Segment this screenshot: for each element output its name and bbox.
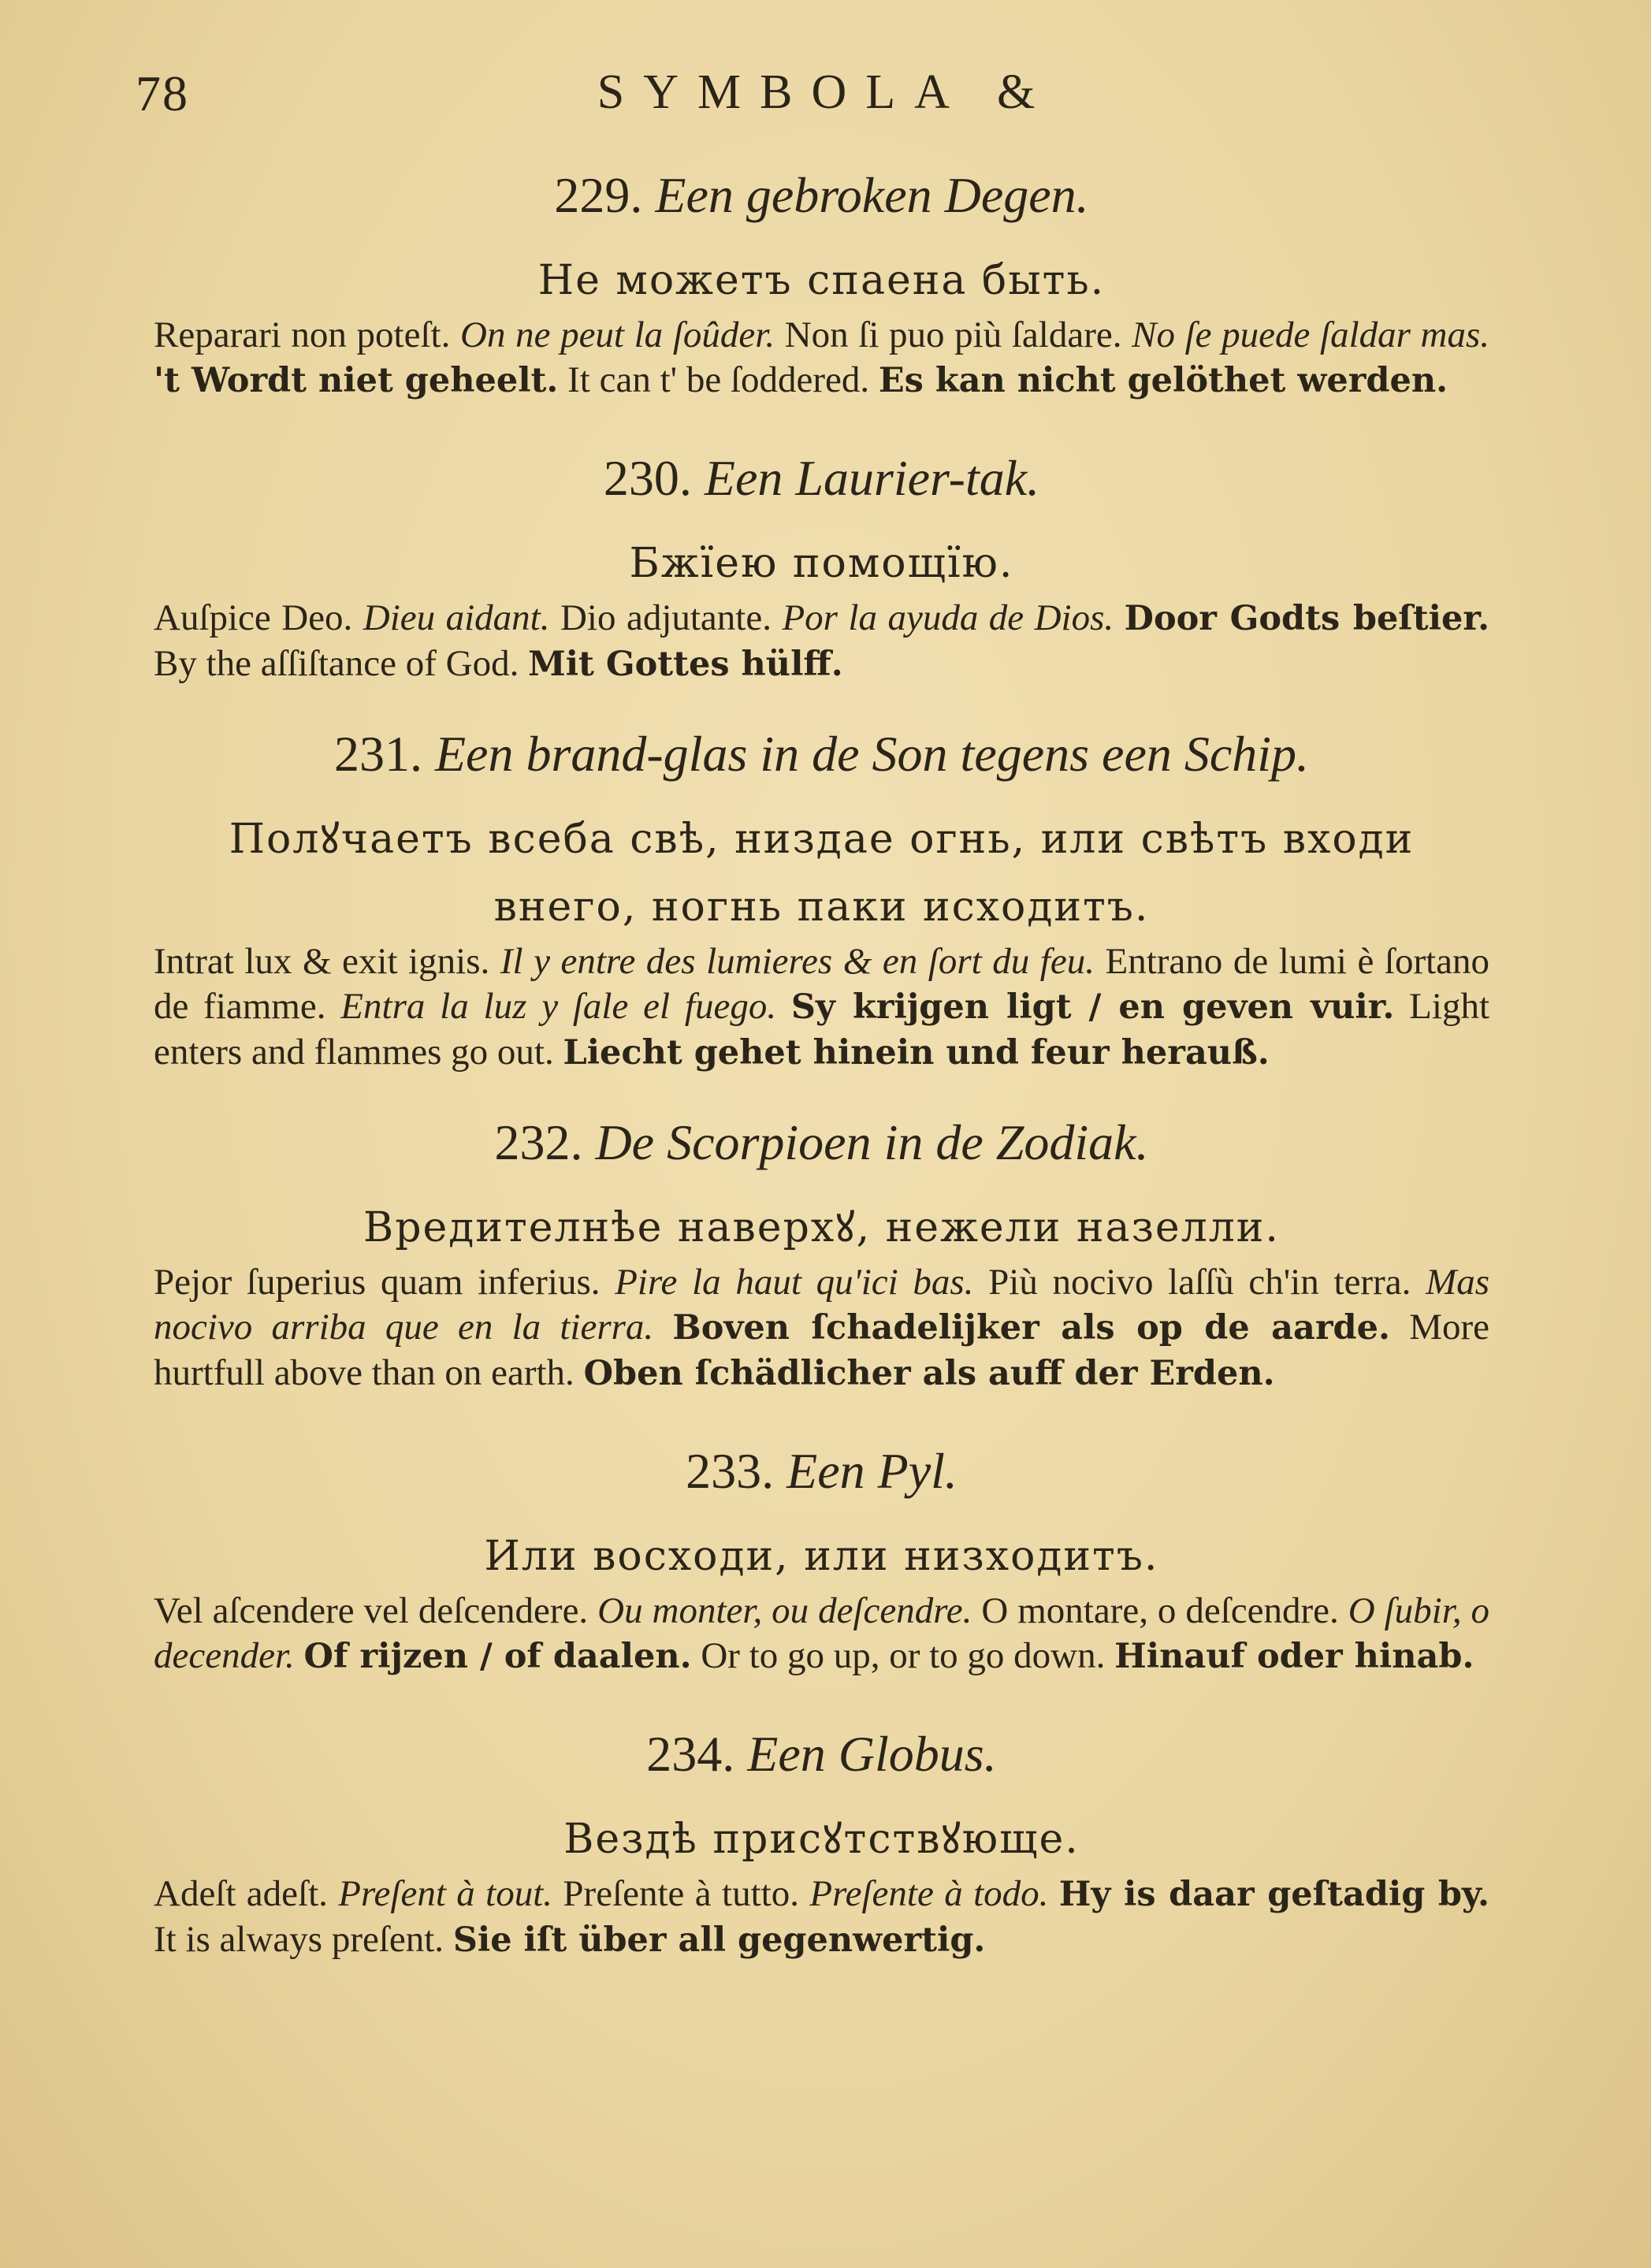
french-text: Ou monter, ou deſcendre. [597,1590,972,1631]
entry-title [154,1720,1489,1788]
spanish-text: Entra la luz y ſale el fuego. [340,986,777,1027]
entry-number: 232. [494,1114,583,1170]
italian-text: Entrano de lumi è ſortano de fiamme. [154,941,1490,1027]
entry-title [154,162,1489,229]
english-text: Or to go up, or to go down. [701,1635,1106,1676]
english-text: It is always preſent. [154,1919,444,1960]
entry-translations [154,1589,1489,1679]
entry-title-text: Een Globus. [747,1726,997,1782]
italian-text: Dio adjutante. [560,597,772,638]
slavonic-motto-line-2: внего, ногнь паки исходитъ. [493,883,1150,931]
entry-number: 233. [686,1443,775,1499]
emblem-entry-233 [154,1437,1489,1679]
english-text: More hurtfull above than on earth. [154,1307,1489,1393]
entry-title [154,444,1489,512]
german-text: Es kan nicht gelöthet werden. [878,361,1448,400]
entry-title-text: De Scorpioen in de Zodiak. [595,1114,1149,1170]
spanish-text: Por la ayuda de Dios. [782,597,1114,638]
emblem-entry-234 [154,1720,1489,1963]
entry-title-text: Een brand-glas in de Son tegens een Schip. [434,726,1310,782]
entry-number: 234. [646,1726,735,1782]
entry-title [154,1437,1489,1505]
latin-text: Auſpice Deo. [154,597,353,638]
entry-translations [154,313,1489,403]
french-text: Dieu aidant. [363,597,550,638]
entry-title-text: Een gebroken Degen. [655,167,1089,223]
entry-translations [154,1260,1489,1396]
emblem-entry-231 [154,720,1489,1076]
slavonic-motto: Вездѣ присꙋтствꙋюще. [563,1816,1080,1863]
french-text: Preſent à tout. [338,1873,553,1914]
italian-text: O montare, o deſcendre. [981,1590,1339,1631]
german-text: Hinauf oder hinab. [1114,1637,1474,1676]
dutch-text: 't Wordt niet geheelt. [154,361,559,400]
slavonic-motto: Не можетъ спаена быть. [537,257,1106,304]
running-title: SYMBOLA & [597,65,1054,119]
entry-number: 229. [554,167,643,223]
slavonic-motto: Или восходи, или низходитъ. [484,1533,1159,1580]
emblem-entry-232 [154,1109,1489,1396]
slavonic-motto-line-1: Полꙋчаетъ всеба свѣ, низдае огнь, или свѣтъ входи [229,816,1415,863]
slavonic-motto: Бжїею помощїю. [629,540,1014,587]
french-text: Pire la haut qu'ici bas. [615,1262,974,1303]
german-text: Sie iſt über all gegenwertig. [452,1920,986,1960]
page-header [0,65,1651,136]
entry-translations [154,1872,1489,1963]
dutch-text: Of rijzen / of daalen. [303,1637,692,1676]
spanish-text: Mas nocivo arriba que en la tierra. [154,1262,1490,1348]
german-text: Oben ſchädlicher als auff der Erden. [583,1354,1275,1393]
latin-text: Adeſt adeſt. [154,1873,328,1914]
italian-text: Preſente à tutto. [563,1873,799,1914]
entry-translations [154,596,1489,687]
dutch-text: Sy krijgen ligt / en geven vuir. [790,987,1395,1027]
spanish-text: No ſe puede ſaldar mas. [1132,314,1490,355]
slavonic-motto: Вредителнѣе наверхꙋ, нежели назелли. [363,1204,1280,1251]
emblem-entry-230 [154,444,1489,687]
spanish-text: Preſente à todo. [809,1873,1049,1914]
german-text: Mit Gottes hülff. [528,645,843,684]
french-text: On ne peut la ſoûder. [460,314,775,355]
spanish-text: O ſubir, o decender. [154,1590,1490,1676]
entry-number: 231. [333,726,422,782]
english-text: It can t' be ſoddered. [567,359,870,400]
latin-text: Reparari non poteſt. [154,314,451,355]
english-text: Light enters and flammes go out. [154,986,1489,1073]
entry-title [154,720,1489,788]
french-text: Il y entre des lumieres & en ſort du feu. [500,941,1095,982]
page-number: 78 [136,65,189,121]
italian-text: Non ſi puo più ſaldare. [784,314,1122,355]
entry-title-text: Een Laurier-tak. [704,450,1040,506]
entry-number: 230. [603,450,692,506]
english-text: By the aſſiſtance of God. [154,643,519,684]
german-text: Liecht gehet hinein und feur herauß. [563,1033,1270,1073]
italian-text: Più nocivo laſſù ch'in terra. [988,1262,1411,1303]
page-content [154,162,1489,1963]
dutch-text: Door Godts beſtier. [1124,599,1490,638]
latin-text: Vel aſcendere vel deſcendere. [154,1590,589,1631]
latin-text: Pejor ſuperius quam inferius. [154,1262,601,1303]
dutch-text: Hy is daar geſtadig by. [1058,1875,1490,1914]
entry-title-text: Een Pyl. [786,1443,958,1499]
emblem-entry-229 [154,162,1489,403]
entry-title [154,1109,1489,1177]
latin-text: Intrat lux & exit ignis. [154,941,490,982]
dutch-text: Boven ſchadelijker als op de aarde. [672,1308,1390,1348]
entry-translations [154,939,1489,1076]
